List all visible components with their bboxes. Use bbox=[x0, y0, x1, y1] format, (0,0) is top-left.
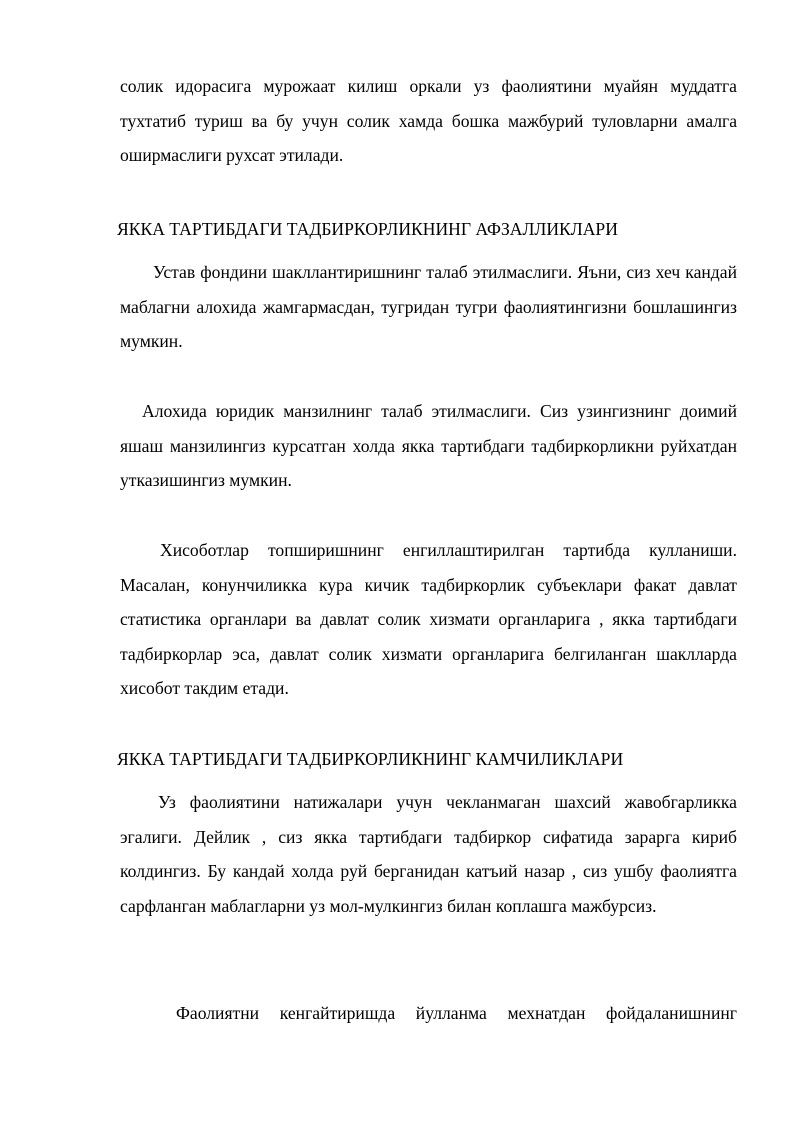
heading-advantages: ЯККА ТАРТИБДАГИ ТАДБИРКОРЛИКНИНГ АФЗАЛЛИКЛАРИ bbox=[117, 219, 618, 239]
intro-paragraph: солик идорасига мурожаат килиш оркали уз фаолиятини муайян муддатга тухтатиб туриш ва бу учун солик хамда бошка мажбурий туловларни амалга оширмаслиги рухсат этилади. bbox=[120, 76, 737, 165]
heading-disadvantages: ЯККА ТАРТИБДАГИ ТАДБИРКОРЛИКНИНГ КАМЧИЛИКЛАРИ bbox=[117, 749, 624, 769]
disadvantage-paragraph-2-start: Фаолиятни кенгайтиришда йулланма мехнатдан фойдаланишнинг bbox=[176, 1003, 737, 1023]
advantage-paragraph-3: Хисоботлар топширишнинг енгиллаштирилган тартибда кулланиши. Масалан, конунчиликка кура кичик тадбиркорлик субъеклари факат давлат статистика органлари ва давлат солик хизмати органларига , якка тартибдаги тадбиркорлар эса, давлат солик хизмати органларига белгиланган шаклларда хисобот такдим етади. bbox=[120, 540, 737, 698]
advantage-paragraph-1: Устав фондини шакллантиришнинг талаб этилмаслиги. Яъни, сиз хеч кандай маблагни алохида жамгармасдан, тугридан тугри фаолиятингизни бошлашингиз мумкин. bbox=[120, 262, 737, 351]
disadvantage-paragraph-1: Уз фаолиятини натижалари учун чекланмаган шахсий жавобгарликка эгалиги. Дейлик , сиз якка тартибдаги тадбиркор сифатида зарарга кириб колдингиз. Бу кандай холда руй берганидан катъий назар , сиз ушбу фаолиятга сарфланган маблагларни уз мол-мулкингиз билан коплашга мажбурсиз. bbox=[120, 792, 737, 916]
advantage-paragraph-2: Алохида юридик манзилнинг талаб этилмаслиги. Сиз узингизнинг доимий яшаш манзилингиз курсатган холда якка тартибдаги тадбиркорликни руйхатдан утказишингиз мумкин. bbox=[120, 401, 737, 490]
